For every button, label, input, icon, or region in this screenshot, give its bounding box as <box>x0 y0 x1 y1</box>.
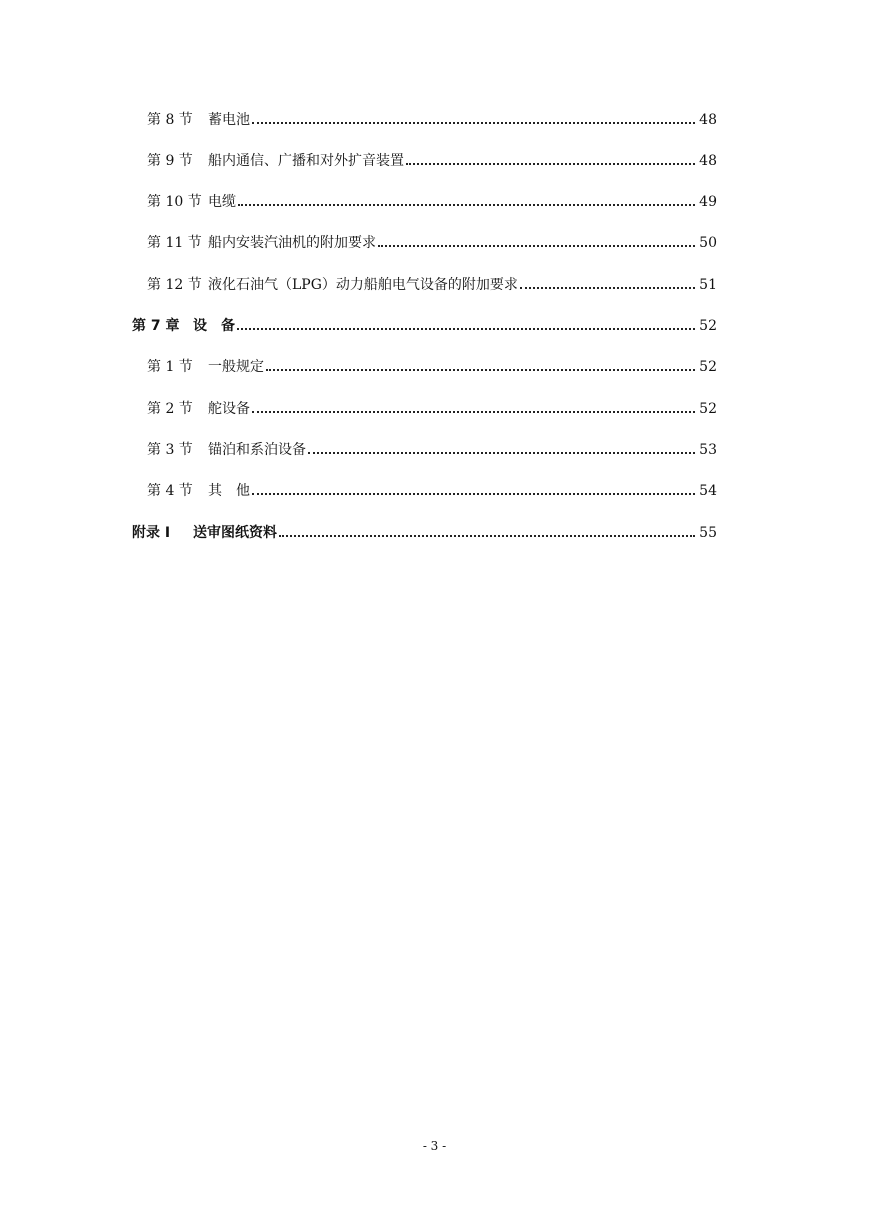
toc-entry-label: 第 1 节 <box>147 359 193 375</box>
toc-entry-chapter-7[interactable] <box>132 316 717 336</box>
toc-entry-section-9[interactable] <box>147 151 717 171</box>
toc-entry-section-8[interactable] <box>147 110 717 130</box>
toc-entry-section-10[interactable] <box>147 192 717 212</box>
toc-dot-leader <box>520 275 695 295</box>
toc-entry-label: 第 2 节 <box>147 401 193 417</box>
toc-entry-page: 52 <box>699 401 717 417</box>
toc-entry-title: 蓄电池 <box>208 112 250 128</box>
toc-entry-page: 55 <box>699 525 717 541</box>
toc-entry-title: 设 备 <box>193 318 235 334</box>
toc-entry-title: 送审图纸资料 <box>193 525 277 541</box>
toc-entry-label: 第 12 节 <box>147 277 202 293</box>
toc-entry-title: 液化石油气（LPG）动力船舶电气设备的附加要求 <box>208 277 518 293</box>
toc-entry-section-12[interactable] <box>147 275 717 295</box>
toc-entry-title: 锚泊和系泊设备 <box>208 442 306 458</box>
toc-entry-title: 其 他 <box>208 483 250 499</box>
toc-dot-leader <box>406 151 695 171</box>
toc-entry-page: 51 <box>699 277 717 293</box>
toc-entry-page: 54 <box>699 483 717 499</box>
toc-entry-label: 第 9 节 <box>147 153 193 169</box>
toc-entry-label: 第 11 节 <box>147 235 202 251</box>
toc-entry-page: 52 <box>699 359 717 375</box>
toc-entry-label: 第 10 节 <box>147 194 202 210</box>
toc-entry-title: 船内安装汽油机的附加要求 <box>208 235 376 251</box>
toc-entry-page: 52 <box>699 318 717 334</box>
toc-entry-label: 第 8 节 <box>147 112 193 128</box>
toc-entry-page: 48 <box>699 112 717 128</box>
toc-dot-leader <box>237 316 695 336</box>
toc-entry-label: 第 3 节 <box>147 442 193 458</box>
toc-entry-title: 舵设备 <box>208 401 250 417</box>
toc-dot-leader <box>252 481 695 501</box>
toc-entry-page: 49 <box>699 194 717 210</box>
toc-entry-page: 48 <box>699 153 717 169</box>
toc-entry-title: 一般规定 <box>208 359 264 375</box>
toc-dot-leader <box>252 399 695 419</box>
toc-entry-label: 附录 Ⅰ <box>132 525 171 541</box>
toc-dot-leader <box>238 192 695 212</box>
toc-entry-page: 53 <box>699 442 717 458</box>
toc-dot-leader <box>308 440 695 460</box>
toc-entry-page: 50 <box>699 235 717 251</box>
toc-entry-section-3[interactable] <box>147 440 717 460</box>
toc-entry-section-11[interactable] <box>147 233 717 253</box>
toc-entry-section-1[interactable] <box>147 357 717 377</box>
toc-entry-appendix-1[interactable] <box>132 523 717 543</box>
toc-entry-label: 第 7 章 <box>132 318 180 334</box>
toc-entry-section-4[interactable] <box>147 481 717 501</box>
toc-dot-leader <box>378 233 695 253</box>
toc-entry-label: 第 4 节 <box>147 483 193 499</box>
toc-dot-leader <box>252 110 695 130</box>
page-number: - 3 - <box>422 1139 447 1153</box>
toc-entry-section-2[interactable] <box>147 399 717 419</box>
toc-dot-leader <box>279 523 695 543</box>
toc-dot-leader <box>266 357 695 377</box>
toc-entry-title: 船内通信、广播和对外扩音装置 <box>208 153 404 169</box>
toc-entry-title: 电缆 <box>208 194 236 210</box>
